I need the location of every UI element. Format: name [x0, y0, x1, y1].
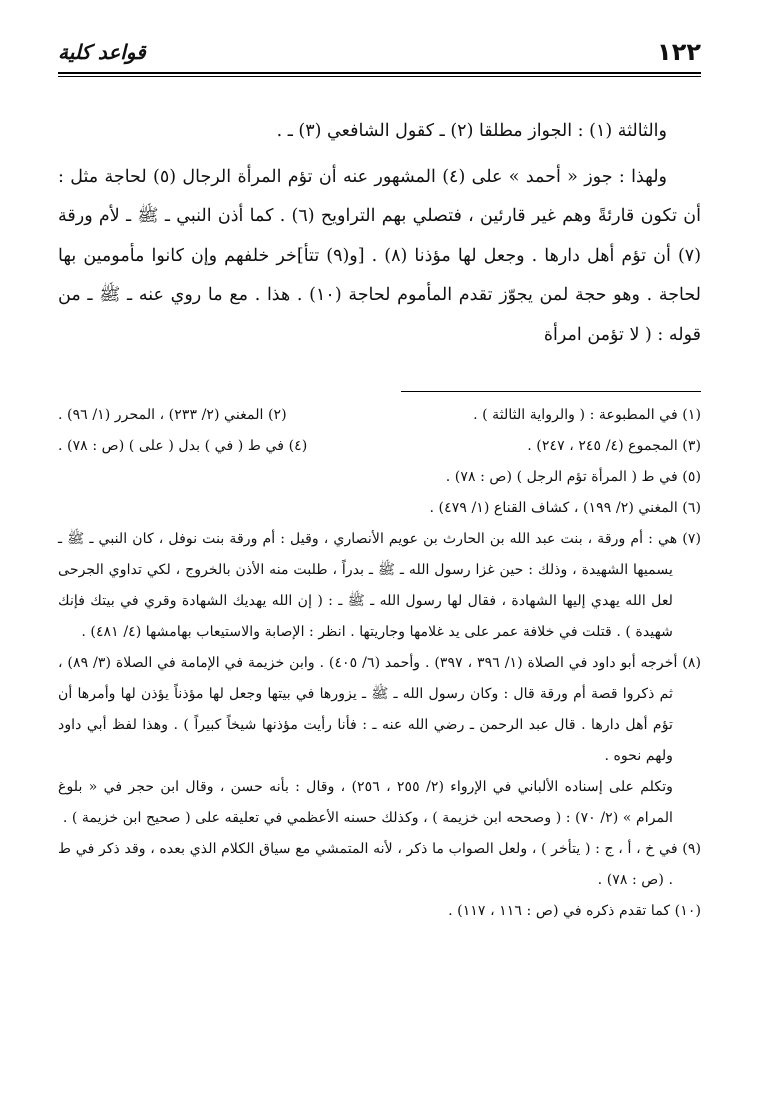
- footnote-row: [58, 400, 701, 431]
- page-header: [58, 38, 701, 72]
- footnotes: [58, 400, 701, 927]
- footnote-8-continuation: وتكلم على إسناده الألباني في الإرواء (٢/ ٢٥٥ ، ٢٥٦) ، وقال : بأنه حسن ، وقال ابن حجر في « بلوغ المرام » (٢/ ٧٠) : ( وصححه ابن خزيمة ) ، وكذلك حسنه الأعظمي في تعليقه على ( صحيح ابن خزيمة ) .: [58, 779, 673, 826]
- header-rule-thin: [58, 76, 701, 77]
- footnote-separator: [401, 391, 701, 392]
- footnote-1: (١) في المطبوعة : ( والرواية الثالثة ) .: [473, 407, 701, 423]
- running-head: قواعد كلية: [58, 40, 146, 64]
- paragraph-1: والثالثة (١) : الجواز مطلقا (٢) ـ كقول الشافعي (٣) ـ .: [276, 121, 667, 141]
- footnote-row: [58, 431, 701, 462]
- header-rule: [58, 72, 701, 74]
- footnote-4: (٤) في ط ( في ) بدل ( على ) (ص : ٧٨) .: [58, 438, 308, 454]
- footnote-2: (٢) المغني (٢/ ٢٣٣) ، المحرر (١/ ٩٦) .: [58, 407, 287, 423]
- footnote-9: (٩) في خ ، أ ، ج : ( يتأخر ) ، ولعل الصواب ما ذكر ، لأنه المتمشي مع سياق الكلام الذي بعده ، وقد ذكر في ط . (ص : ٧٨) .: [58, 841, 701, 888]
- footnote-3: (٣) المجموع (٤/ ٢٤٥ ، ٢٤٧) .: [527, 438, 701, 454]
- main-text: [58, 112, 701, 355]
- page-number: ١٢٢: [657, 38, 701, 66]
- footnote-10: (١٠) كما تقدم ذكره في (ص : ١١٦ ، ١١٧) .: [448, 903, 701, 919]
- paragraph-2: ولهذا : جوز « أحمد » على (٤) المشهور عنه أن تؤم المرأة الرجال (٥) لحاجة مثل : أن تكون قارئةً وهم غير قارئين ، فتصلي بهم التراويح (٦) . كما أذن النبي ـ ﷺ ـ لأم ورقة (٧) أن تؤم أهل دارها . وجعل لها مؤذنا (٨) . [و(٩) تتأ]خر خلفهم وإن كانوا مأمومين بها لحاجة . وهو حجة لمن يجوّز تقدم المأموم لحاجة (١٠) . هذا . مع ما روي عنه ـ ﷺ ـ من قوله : ( لا تؤمن امرأة: [58, 166, 702, 345]
- footnote-8: (٨) أخرجه أبو داود في الصلاة (١/ ٣٩٦ ، ٣٩٧) . وأحمد (٦/ ٤٠٥) . وابن خزيمة في الإمامة في الصلاة (٣/ ٨٩) ، ثم ذكروا قصة أم ورقة قال : وكان رسول الله ـ ﷺ ـ يزورها في بيتها وجعل لها مؤذناً يؤذن لها وأمرها أن تؤم أهل دارها . قال عبد الرحمن ـ رضي الله عنه ـ : فأنا رأيت مؤذنها شيخاً كبيراً ) . وهذا لفظ أبي داود ولهم نحوه .: [58, 655, 701, 764]
- footnote-5: (٥) في ط ( المرأة تؤم الرجل ) (ص : ٧٨) .: [445, 469, 701, 485]
- footnote-7: (٧) هي : أم ورقة ، بنت عبد الله بن الحارث بن عويم الأنصاري ، وقيل : أم ورقة بنت نوفل ، كان النبي ـ ﷺ ـ يسميها الشهيدة ، وذلك : حين غزا رسول الله ـ ﷺ ـ بدراً ، طلبت منه الأذن بالخروج ، لكي تداوي الجرحى لعل الله يهدي إليها الشهادة ، فقال لها رسول الله ـ ﷺ ـ : ( إن الله يهديك الشهادة وقري في بيتك فإنك شهيدة ) . قتلت في خلافة عمر على يد غلامها وجاريتها . انظر : الإصابة والاستيعاب بهامشها (٤/ ٤٨١) .: [58, 531, 701, 640]
- footnote-6: (٦) المغني (٢/ ١٩٩) ، كشاف القناع (١/ ٤٧٩) .: [429, 500, 701, 516]
